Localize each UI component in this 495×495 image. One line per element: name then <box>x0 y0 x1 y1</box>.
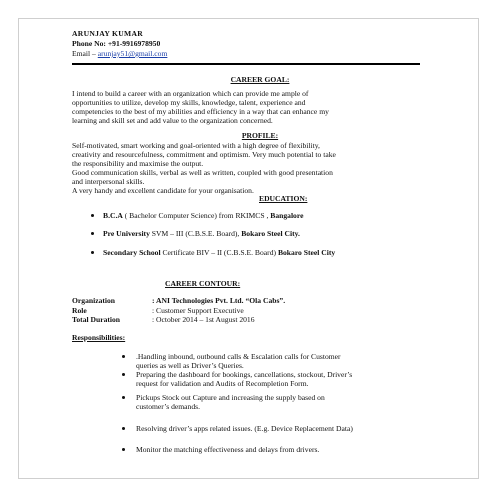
profile-line: A very handy and excellent candidate for your organisation. <box>72 186 254 195</box>
candidate-name: ARUNJAY KUMAR <box>72 29 144 38</box>
profile-line: and interpersonal skills. <box>72 177 145 186</box>
email-label: Email – <box>72 49 96 58</box>
responsibilities-heading: Responsibilities: <box>72 333 126 342</box>
degree-detail: SVM – III (C.B.S.E. Board), <box>149 229 242 238</box>
education-item <box>103 248 335 257</box>
career-contour-heading: CAREER CONTOUR: <box>165 279 241 288</box>
degree-location: Bokaro Steel City <box>277 248 336 257</box>
career-goal-line: I intend to build a career with an organization which can provide me ample of <box>72 89 309 98</box>
organization-label: Organization <box>72 296 116 305</box>
responsibility-line: Pickups Stock out Capture and increasing the supply based on <box>136 393 325 402</box>
duration-label: Total Duration <box>72 315 121 324</box>
responsibility-line: Monitor the matching effectiveness and delays from drivers. <box>136 445 320 454</box>
role-label: Role <box>72 306 87 315</box>
career-goal-line: learning and skill set and add value to the organization concerned. <box>72 116 273 125</box>
career-goal-heading: CAREER GOAL: <box>230 75 290 84</box>
responsibility-line: .Handling inbound, outbound calls & Escalation calls for Customer <box>136 352 341 361</box>
degree-name: Pre University <box>103 229 150 238</box>
duration-value: : October 2014 – 1st August 2016 <box>152 315 255 324</box>
header-divider <box>72 63 420 65</box>
responsibility-line: request for validation and Audits of Recompletion Form. <box>136 379 309 388</box>
responsibility-line: Resolving driver’s apps related issues. (E.g. Device Replacement Data) <box>136 424 353 433</box>
education-item <box>103 229 300 238</box>
education-heading: EDUCATION: <box>259 194 308 203</box>
degree-name: Secondary School <box>103 248 161 257</box>
profile-line: Good communication skills, verbal as well as written, coupled with good presentation <box>72 168 333 177</box>
phone-number: Phone No: +91-9916978950 <box>72 39 161 48</box>
degree-location: Bangalore <box>270 211 304 220</box>
degree-detail: ( Bachelor Computer Science) from RKIMCS , <box>122 211 271 220</box>
email-link[interactable]: arunjay51@gmail.com <box>97 49 168 58</box>
responsibility-line: queries as well as Driver’s Queries. <box>136 361 244 370</box>
role-value: : Customer Support Executive <box>152 306 244 315</box>
responsibility-line: Preparing the dashboard for bookings, cancellations, stockout, Driver’s <box>136 370 353 379</box>
profile-line: Self-motivated, smart working and goal-oriented with a high degree of flexibility, <box>72 141 320 150</box>
profile-heading: PROFILE: <box>241 131 279 140</box>
email-line <box>72 49 167 58</box>
degree-name: B.C.A <box>103 211 123 220</box>
profile-line: the responsibility and maximise the output. <box>72 159 204 168</box>
responsibility-line: customer’s demands. <box>136 402 200 411</box>
career-goal-line: opportunities to utilize, develop my skills, knowledge, talent, experience and <box>72 98 306 107</box>
organization-value: : ANI Technologies Pvt. Ltd. “Ola Cabs”. <box>152 296 286 305</box>
career-goal-line: competencies to the best of my abilities and efficiency in a way that can enhance my <box>72 107 329 116</box>
degree-location: Bokaro Steel City. <box>241 229 300 238</box>
degree-detail: Certificate BIV – II (C.B.S.E. Board) <box>160 248 278 257</box>
profile-line: creativity and resourcefulness, commitment and optimism. Very much potential to take <box>72 150 336 159</box>
education-item <box>103 211 303 220</box>
